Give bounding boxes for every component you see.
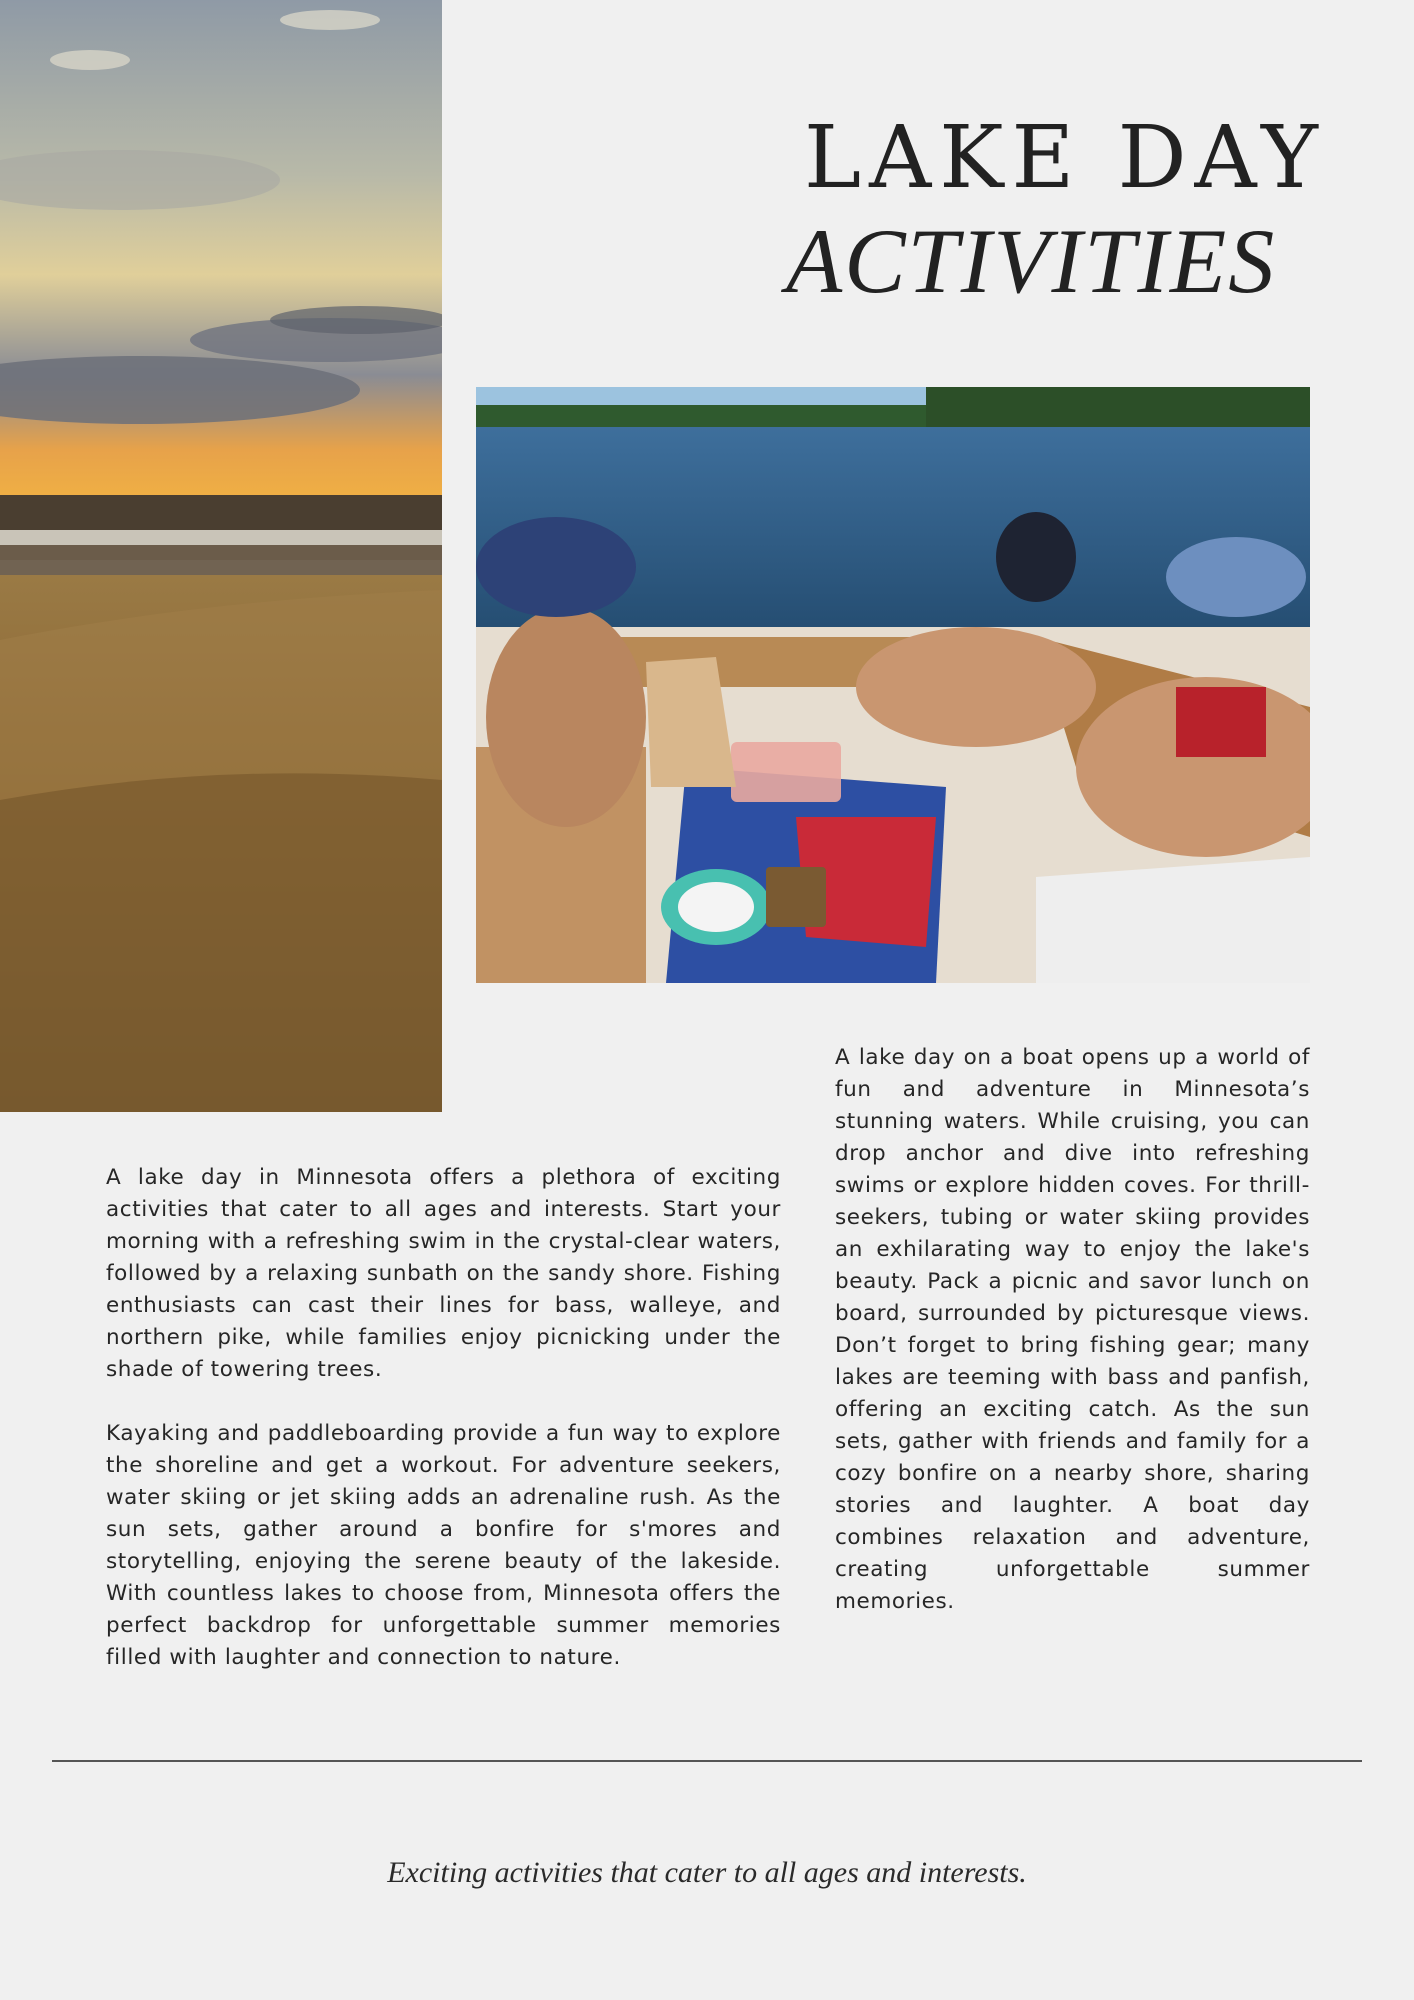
- boat-picnic-photo: [476, 387, 1310, 983]
- sunset-lake-field-photo: [0, 0, 442, 1112]
- left-paragraph-2: Kayaking and paddleboarding provide a fun way to explore the shoreline and get a workout. For adventure seekers, water skiing or jet skiing adds an adrenaline rush. As the sun sets, gather around a bonfire for s'mores and storytelling, enjoying the serene beauty of the lakeside. With countless lakes to choose from, Minnesota offers the perfect backdrop for unforgettable summer memories filled with laughter and connection to nature.: [106, 1421, 781, 1670]
- right-paragraph-1: A lake day on a boat opens up a world of fun and adventure in Minnesota’s stunning waters. While cruising, you can drop anchor and dive into refreshing swims or explore hidden coves. For thrill-seekers, tubing or water skiing provides an exhilarating way to enjoy the lake's beauty. Pack a picnic and savor lunch on board, surrounded by picturesque views. Don’t forget to bring fishing gear; many lakes are teeming with bass and panfish, offering an exciting catch. As the sun sets, gather with friends and family for a cozy bonfire on a nearby shore, sharing stories and laughter. A boat day combines relaxation and adventure, creating unforgettable summer memories.: [835, 1045, 1310, 1614]
- divider-line: [52, 1760, 1362, 1762]
- page-subtitle: ACTIVITIES: [786, 210, 1277, 312]
- left-article-column: [106, 1162, 781, 1674]
- left-paragraph-1: A lake day in Minnesota offers a plethora of exciting activities that cater to all ages and interests. Start your morning with a refreshing swim in the crystal-clear waters, followed by a relaxing sunbath on the sandy shore. Fishing enthusiasts can cast their lines for bass, walleye, and northern pike, while families enjoy picnicking under the shade of towering trees.: [106, 1165, 781, 1382]
- footer-caption: Exciting activities that cater to all ages and interests.: [387, 1856, 1027, 1889]
- right-article-column: [835, 1042, 1310, 1618]
- page-title: LAKE DAY: [804, 108, 1326, 208]
